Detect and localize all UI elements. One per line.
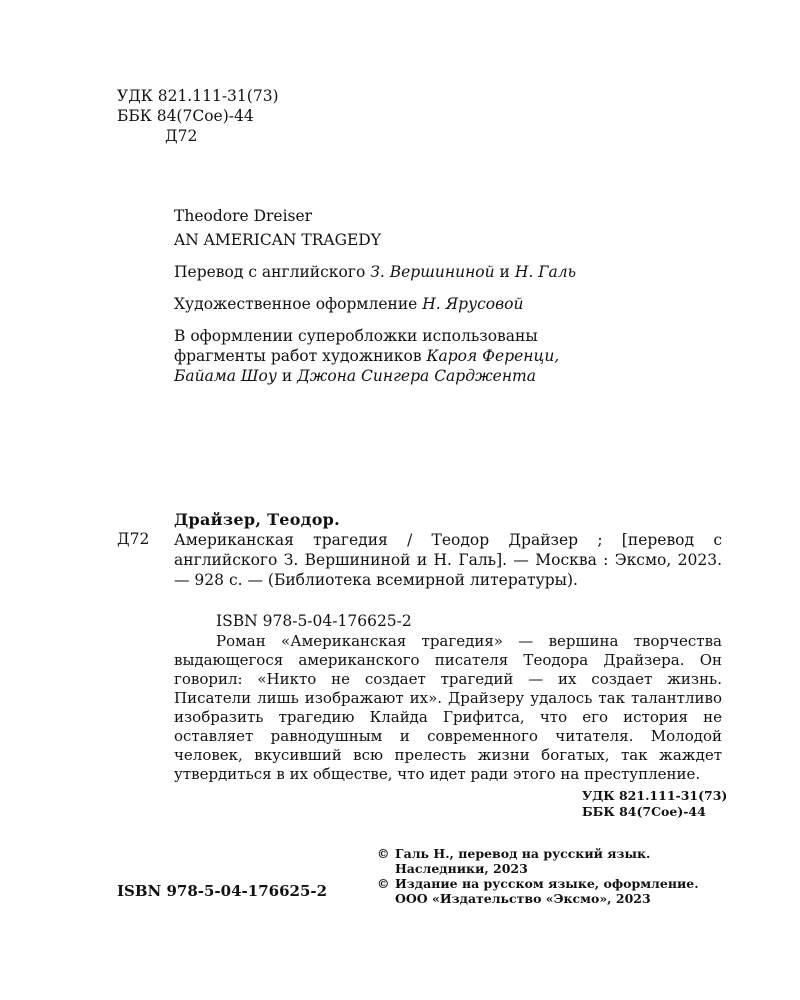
bbk-code: ББК 84(7Сое)-44 (117, 107, 254, 125)
copyright-block (377, 846, 699, 906)
original-author: Theodore Dreiser (174, 207, 313, 225)
translator-2: Н. Галь (514, 263, 577, 281)
copyright-entry-1-line-1: Галь Н., перевод на русский язык. (395, 846, 651, 861)
copyright-symbol: © (377, 876, 390, 891)
translation-conj: и (499, 263, 510, 281)
cover-conj: и (281, 367, 293, 385)
copyright-entry-2-line-1: Издание на русском языке, оформление. (395, 876, 699, 891)
copyright-entry-2-line-2: ООО «Издательство «Эксмо», 2023 (395, 891, 651, 906)
design-credit (174, 294, 523, 314)
cover-line-3 (174, 366, 559, 386)
footer-isbn: ISBN 978-5-04-176625-2 (117, 882, 328, 900)
udk-code: УДК 821.111-31(73) (117, 87, 279, 105)
cover-artist-3: Джона Сингера Сарджента (297, 367, 536, 385)
cover-line-1: В оформлении суперобложки использованы (174, 327, 538, 345)
design-prefix: Художественное оформление (174, 295, 418, 313)
classification-codes (117, 86, 279, 146)
translation-prefix: Перевод с английского (174, 263, 366, 281)
design-artist: Н. Ярусовой (422, 295, 524, 313)
copyright-entry-1-line-2: Наследники, 2023 (395, 861, 528, 876)
record-author-mark: Д72 (117, 530, 150, 548)
cover-prefix: фрагменты работ художников (174, 347, 422, 365)
record-author-heading: Драйзер, Теодор. (174, 510, 341, 529)
record-annotation: Роман «Американская трагедия» — вершина творчества выдающегося американского писателя Теодора Драйзера. Он говорил: «Никто не создает трагедий — их создает жизнь. Писатели лишь изображают их». Драйзеру удалось так талантливо изобразить трагедию Клайда Грифитса, что его история не оставляет равнодушным и современного читателя. Молодой человек, вкусивший всю прелесть жизни богатых, так жаждет утвердиться в их обществе, что идет ради этого на преступление. (174, 632, 722, 783)
copyright-entry-2 (377, 876, 699, 906)
cover-credit (174, 326, 559, 386)
translator-1: З. Вершининой (370, 263, 495, 281)
record-udk: УДК 821.111-31(73) (582, 788, 728, 803)
copyright-entry-1 (377, 846, 699, 876)
cover-line-2 (174, 346, 559, 366)
record-description: Американская трагедия / Теодор Драйзер ; [перевод с английского З. Вершининой и Н. Галь]. — Москва : Эксмо, 2023. — 928 с. — (Библиотека всемирной литературы). (174, 531, 722, 589)
record-codes (582, 788, 727, 820)
copyright-symbol: © (377, 846, 390, 861)
record-bbk: ББК 84(7Сое)-44 (582, 804, 706, 819)
original-title: AN AMERICAN TRAGEDY (174, 231, 381, 249)
cover-artist-2: Байама Шоу (174, 367, 277, 385)
cover-artist-1: Кароя Ференци, (426, 347, 560, 365)
translation-credit (174, 262, 576, 282)
record-isbn: ISBN 978-5-04-176625-2 (216, 612, 412, 630)
author-mark: Д72 (165, 127, 198, 145)
